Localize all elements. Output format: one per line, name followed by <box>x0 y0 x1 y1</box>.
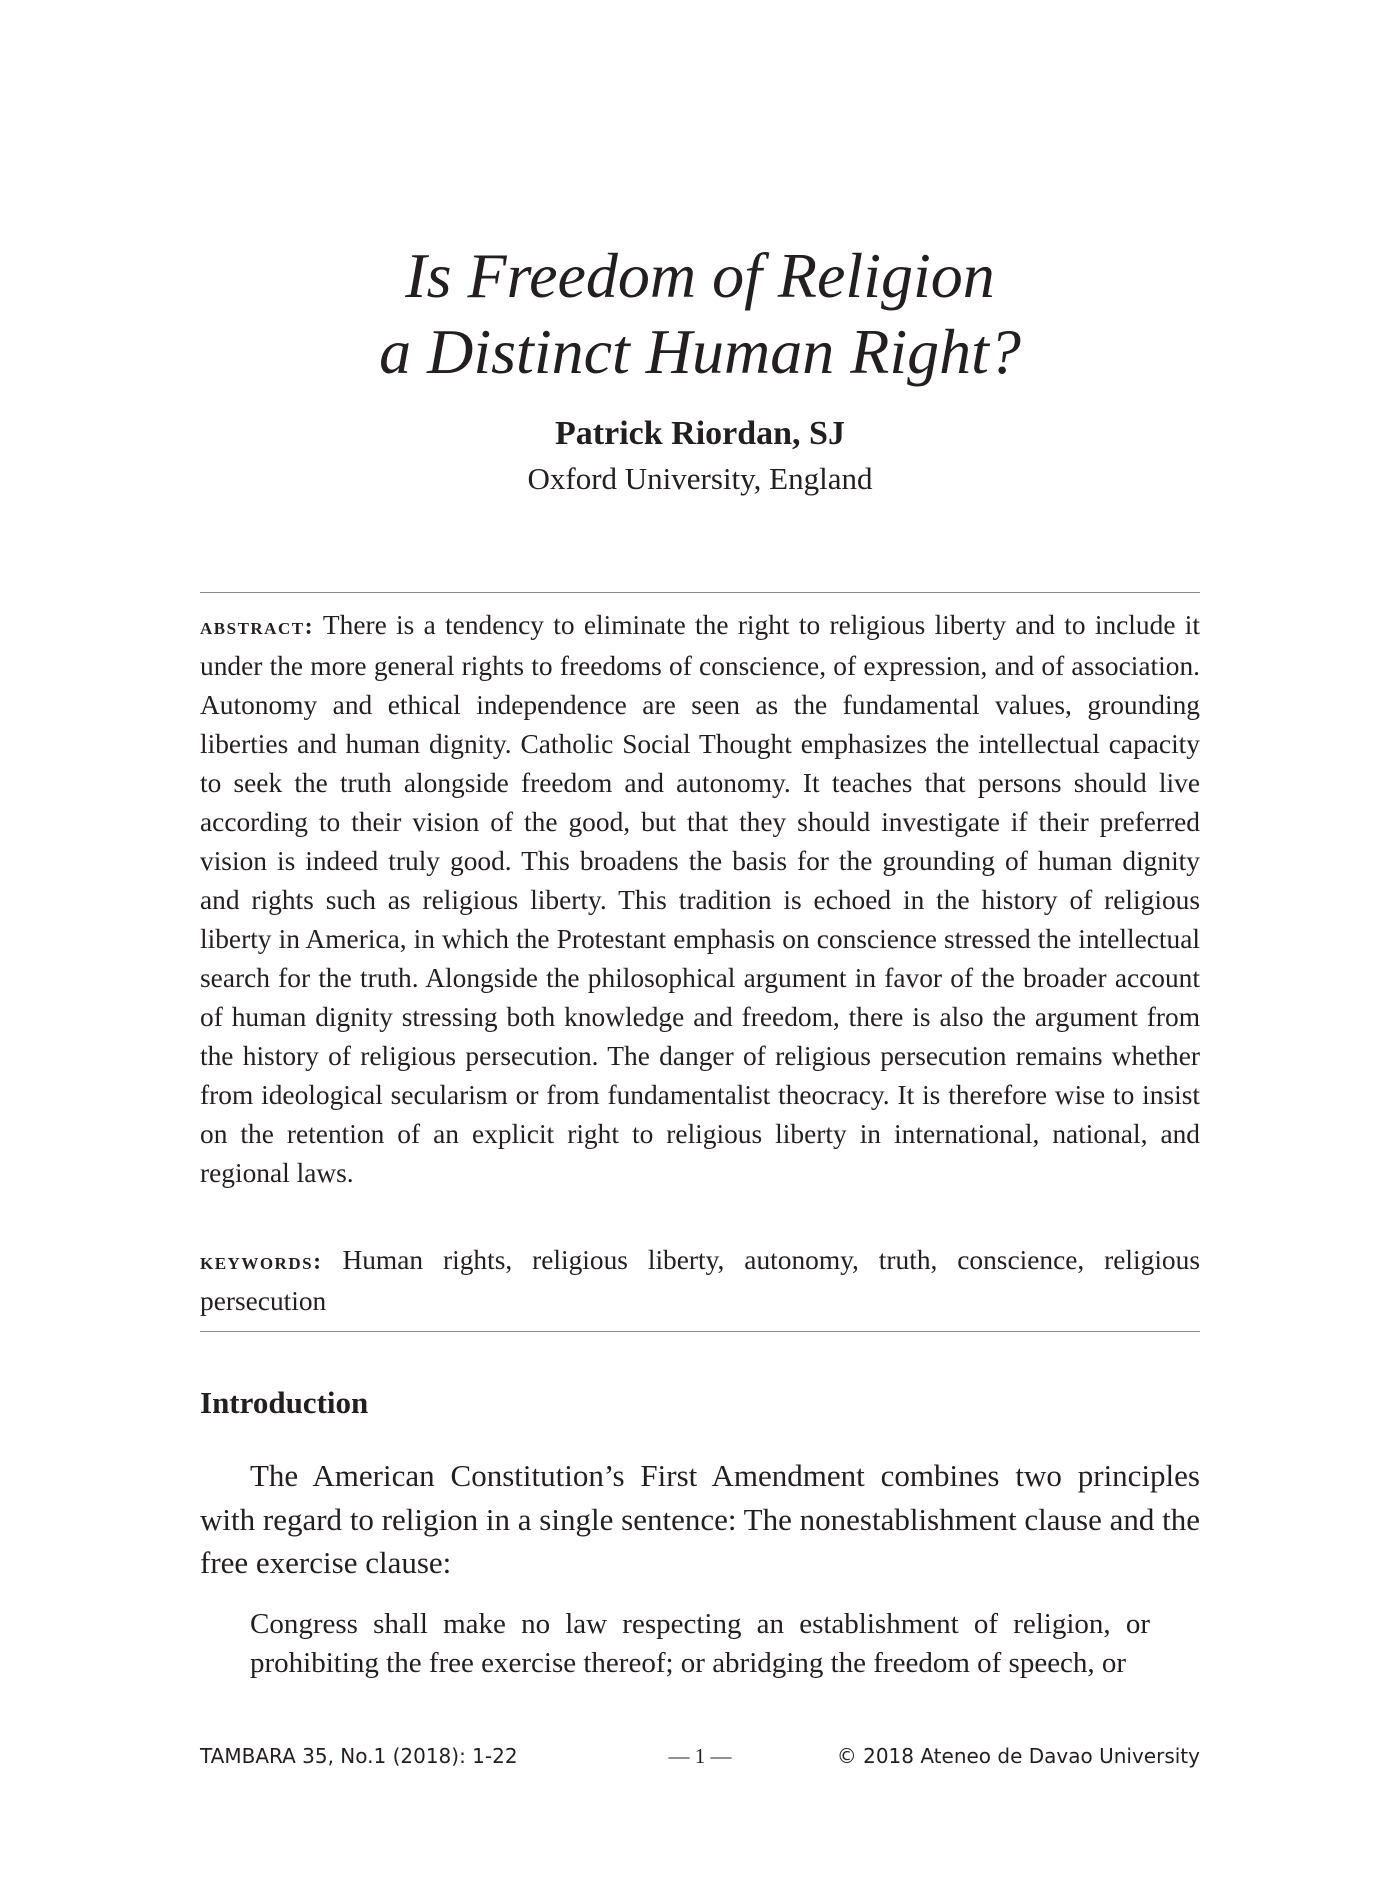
section-heading-introduction: Introduction <box>200 1385 369 1420</box>
author-name: Patrick Riordan, SJ <box>555 415 845 452</box>
abstract-top-divider <box>200 592 1200 593</box>
article-title-line-2: a Distinct Human Right? <box>379 316 1021 387</box>
footer-page-number: — 1 — <box>668 1744 732 1768</box>
keywords-text: Human rights, religious liberty, autonomy, truth, conscience, religious persecution <box>200 1245 1200 1316</box>
abstract-text: There is a tendency to eliminate the right to religious liberty and to include it under the more general rights to freedoms of conscience, of expression, and of association. Autonomy and ethical independence are seen as the fundamental values, grounding liberties and human dignity. Catholic Social Thought emphasizes the intellectual capacity to seek the truth alongside freedom and autonomy. It teaches that persons should live according to their vision of the good, but that they should investigate if their preferred vision is indeed truly good. This broadens the basis for the grounding of human dignity and rights such as religious liberty. This tradition is echoed in the history of religious liberty in America, in which the Protestant emphasis on conscience stressed the intellectual search for the truth. Alongside the philosophical argument in favor of the broader account of human dignity stressing both knowledge and freedom, there is also the argument from the history of religious persecution. The danger of religious persecution remains whether from ideological secularism or from fundamentalist theocracy. It is therefore wise to insist on the retention of an explicit right to religious liberty in international, national, and regional laws. <box>200 610 1200 1188</box>
article-title-line-1: Is Freedom of Religion <box>405 240 995 311</box>
footer-copyright: © 2018 Ateneo de Davao University <box>836 1744 1200 1768</box>
article-title <box>0 238 1400 390</box>
footer-journal-citation: TAMBARA 35, No.1 (2018): 1-22 <box>200 1744 518 1768</box>
author-affiliation: Oxford University, England <box>527 461 873 496</box>
block-quote: Congress shall make no law respecting an establishment of religion, or prohibiting the free exercise thereof; or abridging the freedom of speech, or <box>250 1608 1150 1679</box>
keywords-block <box>200 1241 1200 1321</box>
abstract-label: abstract: <box>200 614 315 640</box>
abstract-bottom-divider <box>200 1331 1200 1332</box>
keywords-label: keywords: <box>200 1249 323 1275</box>
abstract-block <box>200 606 1200 1193</box>
introduction-paragraph: The American Constitution’s First Amendment combines two principles with regard to religion in a single sentence: The nonestablishment clause and the free exercise clause: <box>200 1458 1200 1580</box>
